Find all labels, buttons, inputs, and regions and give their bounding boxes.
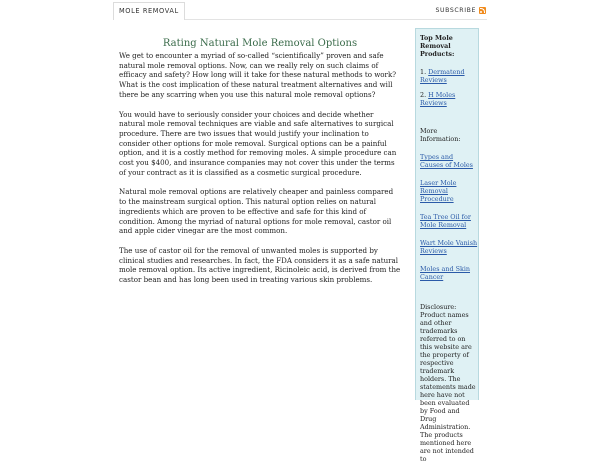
sidebar-heading-top-products: Top Mole Removal Products: (420, 34, 455, 58)
article-paragraph: We get to encounter a myriad of so-called “scientifically” proven and safe natural mole removal options. Now, can we really rely on such claims of efficacy and safety? How long will it take for these natural methods to work? What is the cost implication of these natural treatment alternatives and will there be any scarring when you use this natural mole removal options? (119, 51, 397, 99)
sidebar-heading-more-information: More Information: (420, 127, 461, 143)
product-list-item (420, 68, 478, 84)
subscribe-link[interactable] (435, 2, 486, 19)
article-title: Rating Natural Mole Removal Options (162, 38, 358, 49)
subscribe-label: SUBSCRIBE (435, 7, 476, 14)
link-h-moles-reviews[interactable]: H Moles Reviews (420, 91, 456, 107)
product-number: 2. (420, 91, 427, 99)
link-wart-mole-vanish-reviews[interactable]: Wart Mole Vanish Reviews (420, 239, 478, 255)
tab-mole-removal[interactable]: MOLE REMOVAL (113, 2, 185, 20)
disclosure-text: Disclosure: Product names and other trademarks referred to on this website are the property of respective trademark holders. The statements made here have not been evaluated by Food and Drug Administration. The products mentioned here are not intended to (420, 303, 476, 463)
product-number: 1. (420, 68, 427, 76)
article-paragraph: Natural mole removal options are relatively cheaper and painless compared to the mainstream surgical option. This natural option relies on natural ingredients which are proven to be effective and safe for this kind of condition. Among the myriad of natural options for mole removal, castor oil and apple cider vinegar are the most common. (119, 187, 394, 236)
sidebar (415, 28, 479, 463)
link-moles-and-skin-cancer[interactable]: Moles and Skin Cancer (420, 265, 470, 281)
link-tea-tree-oil-for-mole-removal[interactable]: Tea Tree Oil for Mole Removal (420, 213, 471, 229)
article-paragraph: The use of castor oil for the removal of unwanted moles is supported by clinical studies and researches. In fact, the FDA considers it as a safe natural mole removal option. Its active ingredient, Ricinoleic acid, is derived from the castor bean and has long been used in treating various skin problems. (119, 245, 401, 285)
rss-feed-icon[interactable] (479, 7, 486, 14)
link-dermatend-reviews[interactable]: Dermatend Reviews (420, 68, 465, 84)
top-navigation-bar (113, 2, 487, 20)
link-types-and-causes-of-moles[interactable]: Types and Causes of Moles (420, 153, 473, 169)
article-content (119, 38, 401, 295)
article-paragraph: You would have to seriously consider your choices and decide whether natural mole removal techniques are viable and safe alternatives to surgical procedure. There are two issues that would justify your inclination to consider other options for mole removal. Surgical options can be a painful option, and it is a costly method for removing moles. A simple procedure can cost you $400, and insurance companies may not cover this under the terms of your contract as it is classified as a cosmetic surgical procedure. (119, 109, 397, 177)
link-laser-mole-removal-procedure[interactable]: Laser Mole Removal Procedure (420, 179, 457, 203)
product-list-item (420, 91, 478, 107)
